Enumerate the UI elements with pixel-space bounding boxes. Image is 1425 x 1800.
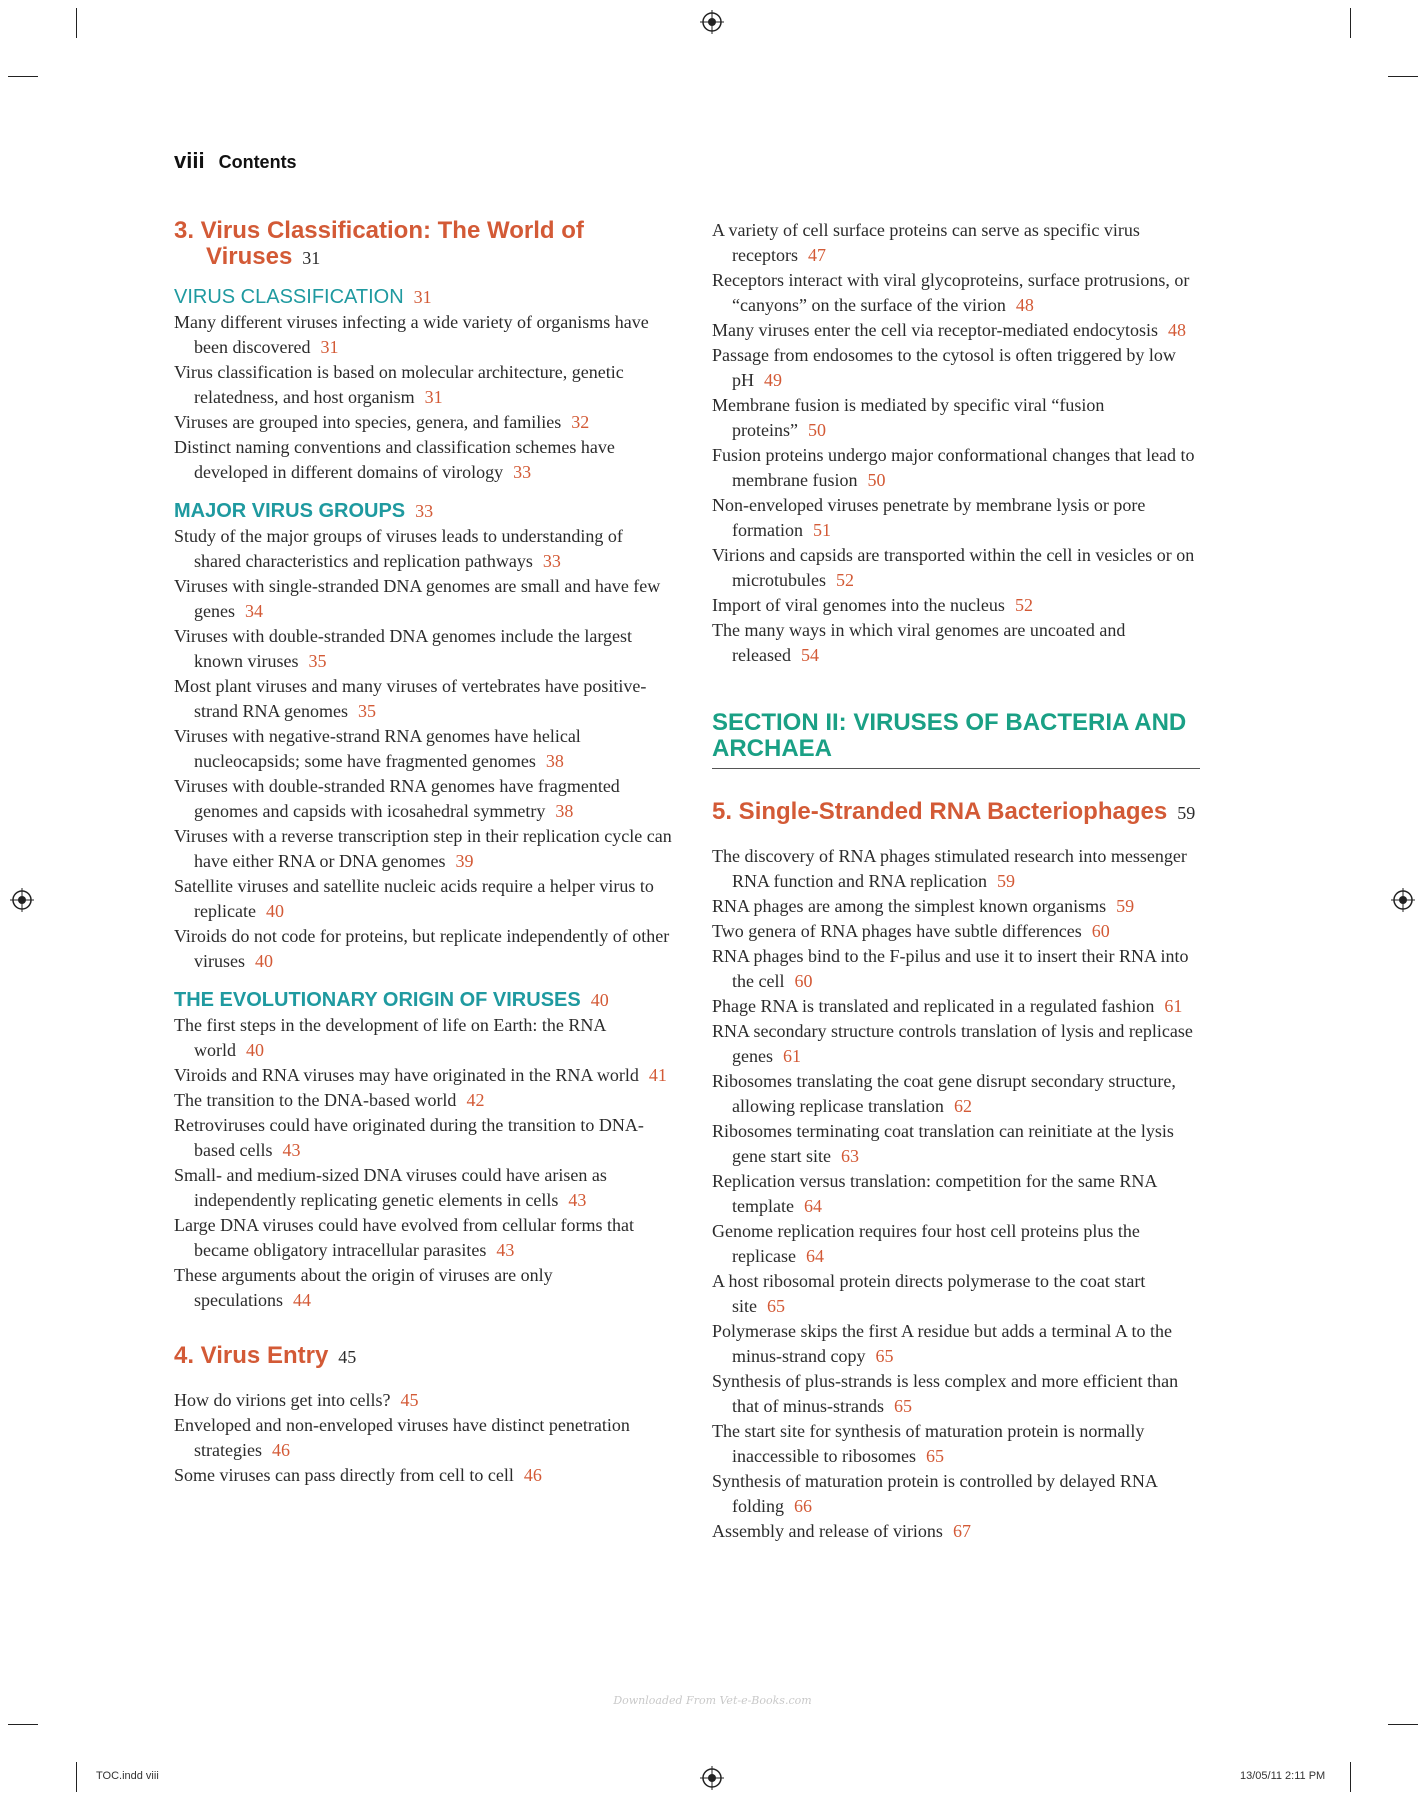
- page-ref: 46: [271, 1440, 290, 1460]
- page-ref: 42: [466, 1090, 485, 1110]
- page-ref: 33: [415, 501, 434, 521]
- toc-entry: [174, 360, 674, 410]
- toc-entry-text: These arguments about the origin of viruses are only speculations: [174, 1265, 553, 1310]
- footer-timestamp: 13/05/11 2:11 PM: [1240, 1770, 1326, 1782]
- toc-entry: [174, 435, 674, 485]
- toc-entry: [174, 310, 674, 360]
- page-ref: 59: [1116, 896, 1135, 916]
- page-ref: 31: [413, 287, 432, 307]
- toc-entry: [712, 1369, 1202, 1419]
- page-ref: 52: [1014, 595, 1033, 615]
- toc-entry-text: Phage RNA is translated and replicated in a regulated fashion: [712, 996, 1155, 1016]
- page-ref: 52: [835, 570, 854, 590]
- page-ref: 60: [794, 971, 813, 991]
- toc-entry: [174, 1013, 674, 1063]
- toc-entry-text: How do virions get into cells?: [174, 1390, 391, 1410]
- toc-entry: [712, 1419, 1202, 1469]
- toc-entry-text: Virions and capsids are transported within the cell in vesicles or on microtubules: [712, 545, 1195, 590]
- page-ref: 44: [292, 1290, 311, 1310]
- page-ref: 62: [953, 1096, 972, 1116]
- page-ref: 40: [246, 1040, 264, 1060]
- toc-right-column: [712, 218, 1202, 1544]
- toc-entry: [174, 410, 674, 435]
- toc-entry-text: Viroids and RNA viruses may have originated in the RNA world: [174, 1065, 639, 1085]
- toc-entry-text: Two genera of RNA phages have subtle differences: [712, 921, 1082, 941]
- toc-entry: [174, 1113, 674, 1163]
- toc-entry-text: Retroviruses could have originated during the transition to DNA-based cells: [174, 1115, 644, 1160]
- toc-entry-text: Viroids do not code for proteins, but replicate independently of other viruses: [174, 926, 670, 971]
- page-ref: 65: [875, 1346, 894, 1366]
- page-ref: 61: [1164, 996, 1183, 1016]
- toc-entry-text: Receptors interact with viral glycoproteins, surface protrusions, or “canyons” on the surface of the virion: [712, 270, 1190, 315]
- toc-entry-text: A host ribosomal protein directs polymerase to the coat start site: [712, 1271, 1146, 1316]
- page-ref: 66: [794, 1496, 812, 1516]
- toc-entry-text: Import of viral genomes into the nucleus: [712, 595, 1005, 615]
- page-ref: 61: [782, 1046, 801, 1066]
- chapter-heading-text: 4. Virus Entry: [174, 1342, 329, 1369]
- toc-entry: [174, 774, 674, 824]
- footer-file: TOC.indd viii: [96, 1770, 159, 1782]
- toc-entry: [174, 1163, 674, 1213]
- toc-entry-text: Synthesis of maturation protein is controlled by delayed RNA folding: [712, 1471, 1157, 1516]
- toc-entry: [174, 1213, 674, 1263]
- page-ref: 50: [807, 420, 826, 440]
- page-ref: 33: [513, 462, 532, 482]
- toc-entry-text: RNA secondary structure controls translation of lysis and replicase genes: [712, 1021, 1193, 1066]
- toc-entry: [712, 944, 1202, 994]
- crop-mark: [1388, 76, 1418, 77]
- toc-entry: [712, 1219, 1202, 1269]
- toc-entry-text: Large DNA viruses could have evolved from cellular forms that became obligatory intracellular parasites: [174, 1215, 635, 1260]
- toc-entry: [712, 919, 1202, 944]
- page-ref: 45: [338, 1347, 357, 1367]
- section-heading-text: THE EVOLUTIONARY ORIGIN OF VIRUSES: [174, 989, 581, 1011]
- section-heading-text: VIRUS CLASSIFICATION: [174, 286, 404, 308]
- page-ref: 31: [424, 387, 443, 407]
- chapter-heading-text: 3. Virus Classification: The World of Viruses: [174, 217, 584, 270]
- page-ref: 40: [265, 901, 284, 921]
- toc-entry: [712, 1469, 1202, 1519]
- toc-entry: [174, 824, 674, 874]
- watermark: Downloaded From Vet-e-Books.com: [613, 1694, 812, 1707]
- page-ref: 67: [952, 1521, 971, 1541]
- page-ref: 43: [496, 1240, 515, 1260]
- toc-entry: [712, 543, 1202, 593]
- toc-entry-text: Polymerase skips the first A residue but adds a terminal A to the minus-strand copy: [712, 1321, 1172, 1366]
- toc-entry: [712, 443, 1202, 493]
- toc-entry: [174, 1063, 674, 1088]
- page-ref: 49: [764, 370, 782, 390]
- toc-entry: [712, 393, 1202, 443]
- toc-entry: [712, 493, 1202, 543]
- running-head-label: Contents: [218, 152, 297, 172]
- page-ref: 46: [523, 1465, 542, 1485]
- toc-entry: [712, 1019, 1202, 1069]
- toc-entry-text: RNA phages are among the simplest known organisms: [712, 896, 1107, 916]
- page-ref: 31: [302, 248, 321, 268]
- toc-entry-text: Viruses with negative-strand RNA genomes have helical nucleocapsids; some have fragmented genomes: [174, 726, 581, 771]
- crop-mark: [1350, 1762, 1351, 1792]
- page-ref: 39: [455, 851, 474, 871]
- page-ref: 41: [648, 1065, 667, 1085]
- toc-entry: [712, 1519, 1202, 1544]
- toc-entry-text: Passage from endosomes to the cytosol is often triggered by low pH: [712, 345, 1176, 390]
- toc-entry-text: The transition to the DNA-based world: [174, 1090, 457, 1110]
- toc-entry: [712, 618, 1202, 668]
- chapter-heading-text: 5. Single-Stranded RNA Bacteriophages: [712, 798, 1168, 825]
- page-ref: 65: [925, 1446, 944, 1466]
- page-ref: 32: [571, 412, 590, 432]
- page-ref: 33: [542, 551, 561, 571]
- section-heading-text: MAJOR VIRUS GROUPS: [174, 500, 406, 522]
- toc-entry: [712, 1169, 1202, 1219]
- toc-entry-text: Viruses are grouped into species, genera, and families: [174, 412, 562, 432]
- toc-entry-text: Replication versus translation: competition for the same RNA template: [712, 1171, 1157, 1216]
- toc-entry-text: The many ways in which viral genomes are uncoated and released: [712, 620, 1126, 665]
- page-number: viii: [174, 148, 205, 173]
- toc-entry: [174, 1388, 674, 1413]
- page-ref: 50: [867, 470, 886, 490]
- part-heading-text: SECTION II: VIRUSES OF BACTERIA AND ARCHAEA: [712, 709, 1187, 762]
- registration-mark-icon: [700, 10, 724, 34]
- toc-entry-text: Non-enveloped viruses penetrate by membrane lysis or pore formation: [712, 495, 1146, 540]
- page-ref: 35: [308, 651, 327, 671]
- toc-entry: [712, 318, 1202, 343]
- toc-entry: [712, 218, 1202, 268]
- toc-entry-text: Membrane fusion is mediated by specific viral “fusion proteins”: [712, 395, 1105, 440]
- page-ref: 59: [1177, 803, 1196, 823]
- page-ref: 43: [568, 1190, 587, 1210]
- section-heading: [174, 285, 674, 310]
- toc-entry: [174, 724, 674, 774]
- toc-entry-text: A variety of cell surface proteins can serve as specific virus receptors: [712, 220, 1140, 265]
- toc-entry-text: The start site for synthesis of maturation protein is normally inaccessible to ribosomes: [712, 1421, 1145, 1466]
- page-ref: 51: [812, 520, 831, 540]
- toc-entry: [174, 924, 674, 974]
- page-ref: 54: [800, 645, 819, 665]
- toc-entry: [712, 1119, 1202, 1169]
- toc-entry-text: Satellite viruses and satellite nucleic acids require a helper virus to replicate: [174, 876, 654, 921]
- toc-entry-text: Small- and medium-sized DNA viruses could have arisen as independently replicating genetic elements in cells: [174, 1165, 607, 1210]
- toc-entry: [712, 994, 1202, 1019]
- crop-mark: [8, 1724, 38, 1725]
- toc-entry: [712, 844, 1202, 894]
- toc-entry-text: Some viruses can pass directly from cell to cell: [174, 1465, 514, 1485]
- toc-entry-text: Enveloped and non-enveloped viruses have distinct penetration strategies: [174, 1415, 630, 1460]
- page-ref: 40: [590, 990, 609, 1010]
- toc-entry-text: RNA phages bind to the F-pilus and use it to insert their RNA into the cell: [712, 946, 1189, 991]
- page-ref: 63: [840, 1146, 859, 1166]
- toc-entry-text: Viruses with double-stranded DNA genomes include the largest known viruses: [174, 626, 632, 671]
- page-ref: 64: [803, 1196, 822, 1216]
- page-ref: 45: [400, 1390, 419, 1410]
- page-ref: 65: [767, 1296, 785, 1316]
- page-ref: 64: [805, 1246, 824, 1266]
- page-ref: 47: [807, 245, 826, 265]
- toc-entry: [712, 1319, 1202, 1369]
- crop-mark: [76, 8, 77, 38]
- toc-entry: [174, 1263, 674, 1313]
- registration-mark-icon: [1391, 888, 1415, 912]
- toc-entry: [712, 894, 1202, 919]
- crop-mark: [8, 76, 38, 77]
- part-heading: [712, 710, 1200, 769]
- registration-mark-icon: [10, 888, 34, 912]
- page-ref: 38: [555, 801, 574, 821]
- page-ref: 48: [1015, 295, 1034, 315]
- toc-entry-text: Study of the major groups of viruses leads to understanding of shared characteristics and replication pathways: [174, 526, 623, 571]
- toc-entry-text: Synthesis of plus-strands is less complex and more efficient than that of minus-strands: [712, 1371, 1179, 1416]
- toc-entry-text: Most plant viruses and many viruses of vertebrates have positive-strand RNA genomes: [174, 676, 647, 721]
- toc-entry-text: Virus classification is based on molecular architecture, genetic relatedness, and host organism: [174, 362, 624, 407]
- toc-entry: [174, 1413, 674, 1463]
- toc-entry-text: Many different viruses infecting a wide variety of organisms have been discovered: [174, 312, 649, 357]
- toc-entry-text: Ribosomes translating the coat gene disrupt secondary structure, allowing replicase translation: [712, 1071, 1176, 1116]
- toc-left-column: [174, 218, 674, 1488]
- page-ref: 65: [893, 1396, 912, 1416]
- chapter-heading: [712, 799, 1202, 826]
- toc-entry-text: Many viruses enter the cell via receptor-mediated endocytosis: [712, 320, 1158, 340]
- section-heading: [174, 499, 674, 524]
- toc-entry: [712, 1069, 1202, 1119]
- toc-entry-text: The discovery of RNA phages stimulated research into messenger RNA function and RNA replication: [712, 846, 1187, 891]
- crop-mark: [1388, 1724, 1418, 1725]
- toc-entry-text: The first steps in the development of life on Earth: the RNA world: [174, 1015, 606, 1060]
- toc-entry: [174, 524, 674, 574]
- toc-entry: [174, 574, 674, 624]
- toc-entry-text: Assembly and release of virions: [712, 1521, 943, 1541]
- page-ref: 43: [282, 1140, 301, 1160]
- crop-mark: [76, 1762, 77, 1792]
- toc-entry-text: Viruses with a reverse transcription step in their replication cycle can have either RNA or DNA genomes: [174, 826, 672, 871]
- page-ref: 34: [244, 601, 263, 621]
- toc-entry: [174, 1463, 674, 1488]
- chapter-heading: [174, 1343, 674, 1370]
- toc-entry: [712, 343, 1202, 393]
- toc-entry-text: Fusion proteins undergo major conformational changes that lead to membrane fusion: [712, 445, 1195, 490]
- page-ref: 59: [996, 871, 1015, 891]
- page-ref: 38: [545, 751, 564, 771]
- toc-entry-text: Distinct naming conventions and classification schemes have developed in different domains of virology: [174, 437, 615, 482]
- page-ref: 60: [1091, 921, 1110, 941]
- toc-entry: [174, 1088, 674, 1113]
- registration-mark-icon: [700, 1766, 724, 1790]
- page-ref: 40: [255, 951, 273, 971]
- toc-entry: [712, 268, 1202, 318]
- section-heading: [174, 988, 674, 1013]
- page-ref: 48: [1167, 320, 1186, 340]
- page-ref: 35: [357, 701, 376, 721]
- crop-mark: [1350, 8, 1351, 38]
- page-ref: 31: [320, 337, 339, 357]
- toc-entry: [174, 874, 674, 924]
- toc-entry: [712, 593, 1202, 618]
- toc-entry-text: Ribosomes terminating coat translation can reinitiate at the lysis gene start site: [712, 1121, 1174, 1166]
- toc-entry: [174, 624, 674, 674]
- chapter-heading: [174, 218, 674, 271]
- toc-entry-text: Viruses with single-stranded DNA genomes are small and have few genes: [174, 576, 661, 621]
- toc-entry-text: Viruses with double-stranded RNA genomes have fragmented genomes and capsids with icosahedral symmetry: [174, 776, 620, 821]
- running-head: [174, 148, 297, 174]
- toc-entry-text: Genome replication requires four host cell proteins plus the replicase: [712, 1221, 1140, 1266]
- toc-entry: [712, 1269, 1202, 1319]
- toc-entry: [174, 674, 674, 724]
